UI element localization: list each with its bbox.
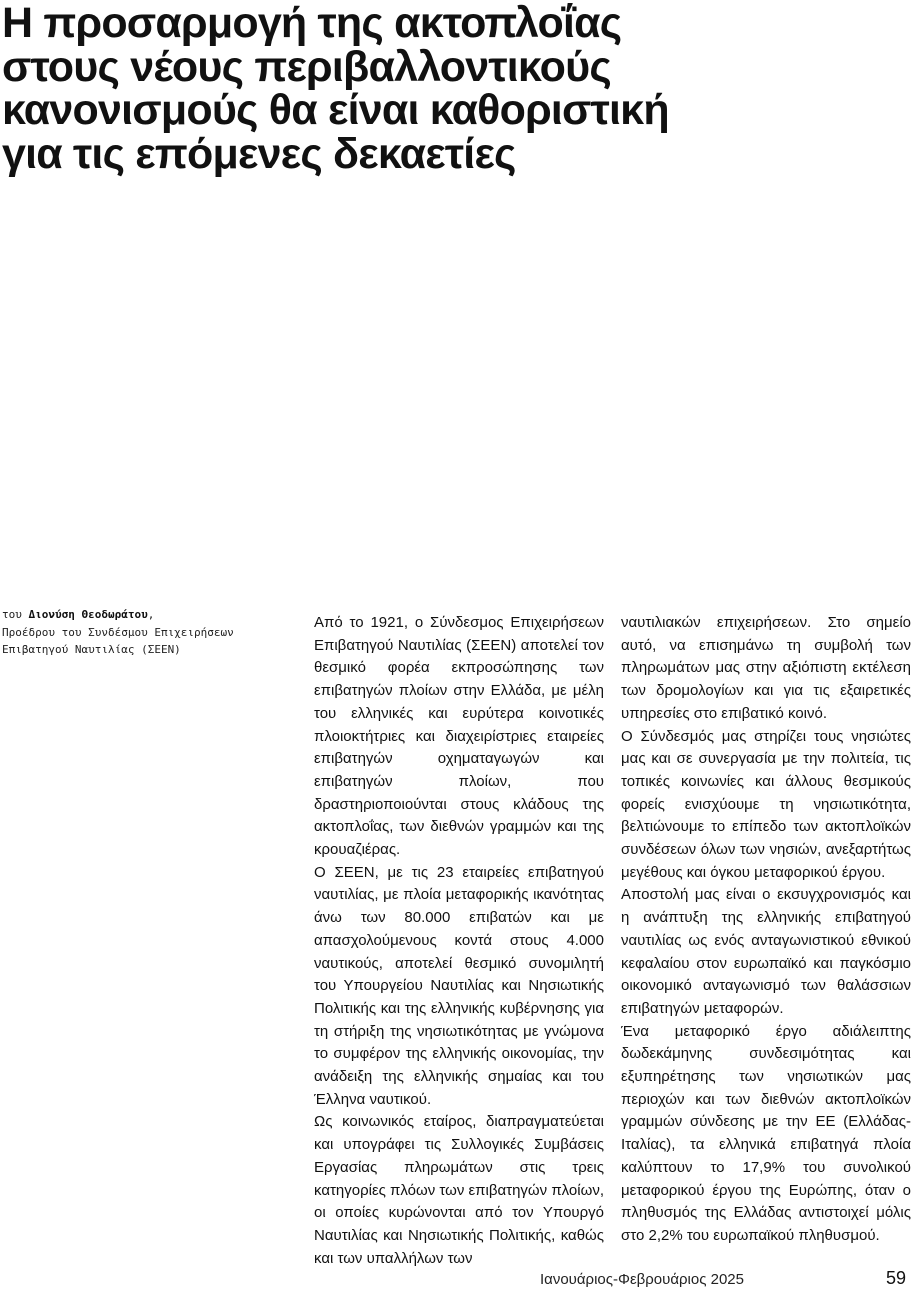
byline-suffix: , (147, 608, 155, 621)
title-line: για τις επόμενες δεκαετίες (2, 129, 516, 178)
page-number: 59 (886, 1268, 907, 1288)
paragraph: Αποστολή μας είναι ο εκσυγχρονισμός και η ανάπτυξη της ελληνικής επιβατηγού ναυτιλίας ως ενός ανταγωνιστικού εθνικού κεφαλαίου στον ευρωπαϊκό και παγκόσμιο οικονομικό ανταγωνισμό των θαλάσσιων επιβατηγών μεταφορών. (621, 886, 911, 1017)
paragraph: Ο Σύνδεσμός μας στηρίζει τους νησιώτες μας και σε συνεργασία με την πολιτεία, τις τοπικές κοινωνίες και άλλους θεσμικούς φορείς ενισχύουμε τη νησιωτικότητα, βελτιώνουμε το επίπεδο των ακτοπλοϊκών συνδέσεων όλων των νησιών, ανεξαρτήτως μεγέθους και όγκου μεταφορικού έργου. (621, 727, 911, 881)
paragraph: Ο ΣΕΕΝ, με τις 23 εταιρείες επιβατηγού ναυτιλίας, με πλοία μεταφορικής ικανότητας άνω των 80.000 επιβατών και με απασχολούμενους κοντά στους 4.000 ναυτικούς, αποτελεί θεσμικό συνομιλητή του Υπουργείου Ναυτιλίας και Νησιωτικής Πολιτικής και της ελληνικής κυβέρνησης για τη στήριξη της νησιωτικότητας με γνώμονα το συμφέρον της ελληνικής οικονομίας, την ανάδειξη της ελληνικής σημαίας και του Έλληνα ναυτικού. (314, 863, 604, 1108)
author-role-line: Προέδρου του Συνδέσμου Επιχειρήσεων (2, 625, 234, 639)
author-role-line: Επιβατηγού Ναυτιλίας (ΣΕΕΝ) (2, 643, 181, 656)
byline (2, 606, 292, 659)
paragraph: Ως κοινωνικός εταίρος, διαπραγματεύεται και υπογράφει τις Συλλογικές Συμβάσεις Εργασίας πληρωμάτων στις τρεις κατηγορίες πλόων των επιβατηγών πλοίων, οι οποίες κυρώνονται από τον Υπουργό Ναυτιλίας και Νησιωτικής Πολιτικής, καθώς και των υπαλλήλων των (314, 1113, 604, 1267)
paragraph: ναυτιλιακών επιχειρήσεων. Στο σημείο αυτό, να επισημάνω τη συμβολή των πληρωμάτων μας στην αξιόπιστη εκτέλεση των δρομολογίων και για τις εξαιρετικές υπηρεσίες στο επιβατικό κοινό. (621, 614, 911, 722)
title-line: στους νέους περιβαλλοντικούς (2, 42, 611, 91)
article-column-1 (314, 612, 604, 1270)
title-line: Η προσαρμογή της ακτοπλοΐας (2, 0, 622, 47)
article-title (2, 2, 902, 176)
author-name: Διονύση Θεοδωράτου (28, 608, 148, 621)
byline-author-line (2, 606, 292, 624)
paragraph: Ένα μεταφορικό έργο αδιάλειπτης δωδεκάμηνης συνδεσιμότητας και εξυπηρέτησης των νησιωτικών μας περιοχών και των διεθνών ακτοπλοϊκών γραμμών σύνδεσης με την ΕΕ (Ελλάδας-Ιταλίας), τα ελληνικά επιβατηγά πλοία καλύπτουν το 17,9% του συνολικού μεταφορικού έργου της Ευρώπης, όταν ο πληθυσμός της Ελλάδας αντιστοιχεί μόλις στο 2,2% του ευρωπαϊκού πληθυσμού. (621, 1022, 911, 1244)
article-column-2 (621, 612, 911, 1248)
issue-date: Ιανουάριος-Φεβρουάριος 2025 (540, 1271, 744, 1288)
paragraph: Από το 1921, ο Σύνδεσμος Επιχειρήσεων Επιβατηγού Ναυτιλίας (ΣΕΕΝ) αποτελεί τον θεσμικό φορέα εκπροσώπησης των επιβατηγών πλοίων στην Ελλάδα, με μέλη του ελληνικές και ευρύτερα κοινοτικές πλοιοκτήτριες και διαχειρίστριες εταιρείες επιβατηγών οχηματαγωγών και επιβατηγών πλοίων, που δραστηριοποιούνται στους κλάδους της ακτοπλοΐας, των διεθνών γραμμών και της κρουαζιέρας. (314, 614, 604, 859)
byline-prefix: του (2, 608, 29, 621)
title-line: κανονισμούς θα είναι καθοριστική (2, 86, 669, 134)
